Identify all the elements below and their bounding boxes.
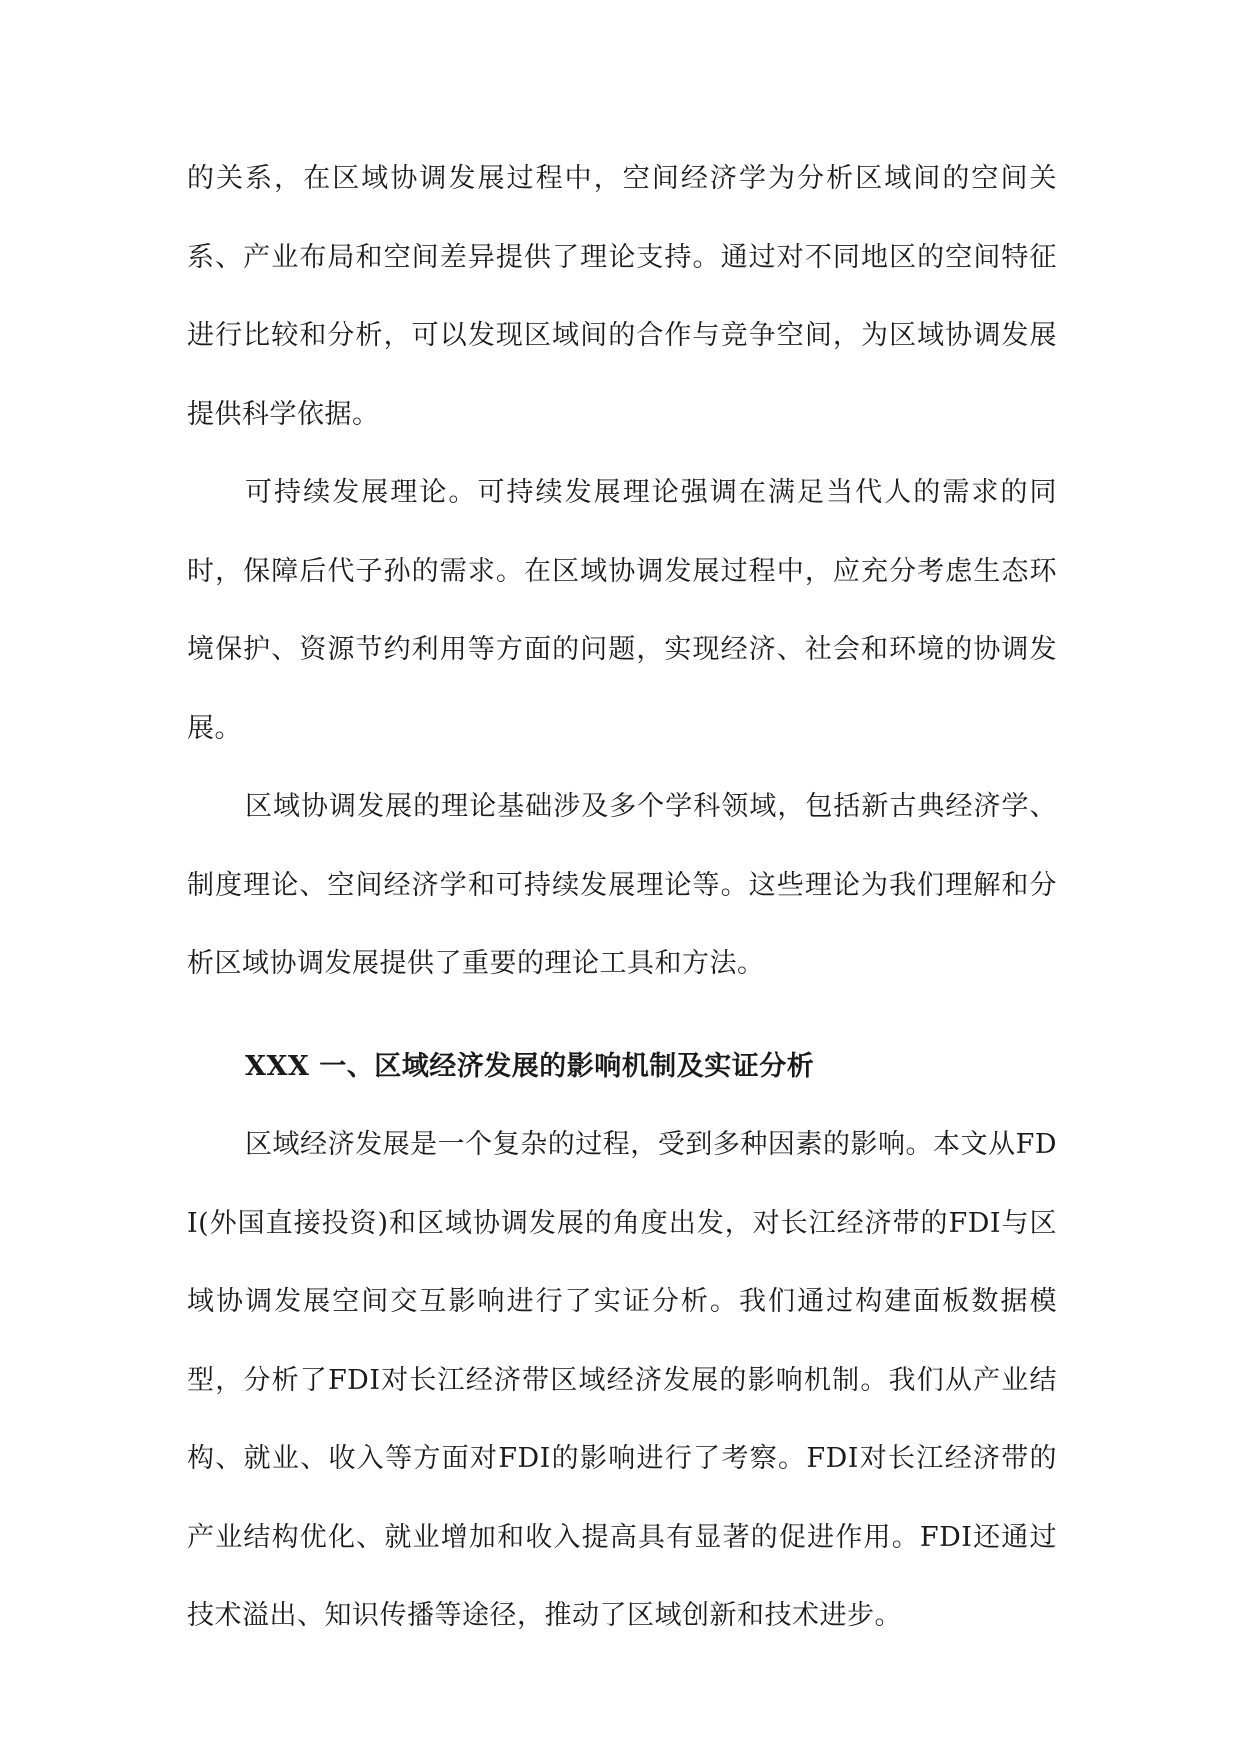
document-body — [187, 140, 1057, 1656]
section-heading: XXX 一、区域经济发展的影响机制及实证分析 — [245, 1050, 815, 1082]
paragraph-fdi-analysis: 区域经济发展是一个复杂的过程，受到多种因素的影响。本文从FDI(外国直接投资)和区域协调发展的角度出发，对长江经济带的FDI与区域协调发展空间交互影响进行了实证分析。我们通过构建面板数据模型，分析了FDI对长江经济带区域经济发展的影响机制。我们从产业结构、就业、收入等方面对FDI的影响进行了考察。FDI对长江经济带的产业结构优化、就业增加和收入提高具有显著的促进作用。FDI还通过技术溢出、知识传播等途径，推动了区域创新和技术进步。 — [187, 1129, 1057, 1631]
paragraph-spatial-economics-continued: 的关系，在区域协调发展过程中，空间经济学为分析区域间的空间关系、产业布局和空间差异提供了理论支持。通过对不同地区的空间特征进行比较和分析，可以发现区域间的合作与竞争空间，为区域协调发展提供科学依据。 — [187, 163, 1057, 430]
paragraph-theory-summary: 区域协调发展的理论基础涉及多个学科领域，包括新古典经济学、制度理论、空间经济学和可持续发展理论等。这些理论为我们理解和分析区域协调发展提供了重要的理论工具和方法。 — [187, 791, 1057, 979]
paragraph-sustainable-development: 可持续发展理论。可持续发展理论强调在满足当代人的需求的同时，保障后代子孙的需求。在区域协调发展过程中，应充分考虑生态环境保护、资源节约利用等方面的问题，实现经济、社会和环境的协调发展。 — [187, 477, 1057, 744]
